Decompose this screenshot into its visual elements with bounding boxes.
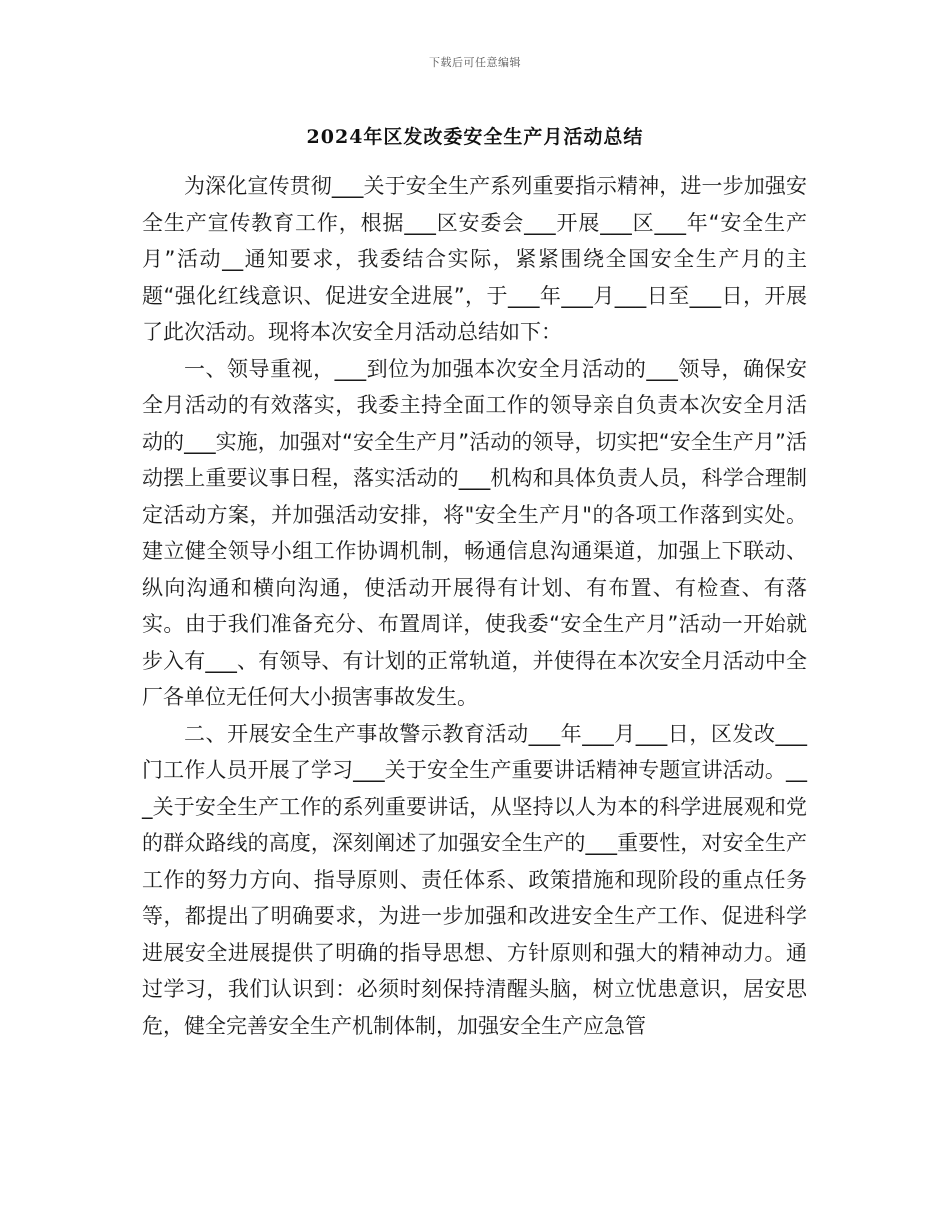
paragraph-section-2: 二、开展安全生产事故警示教育活动___年___月___日，区发改___门工作人员开展了学习___关于安全生产重要讲话精神专题宣讲活动。___关于安全生产工作的系列重要讲话，从坚持以人为本的科学进展观和党的群众路线的高度，深刻阐述了加强安全生产的___重要性，对安全生产工作的努力方向、指导原则、责任体系、政策措施和现阶段的重点任务等，都提出了明确要求，为进一步加强和改进安全生产工作、促进科学进展安全进展提供了明确的指导思想、方针原则和强大的精神动力。通过学习，我们认识到：必须时刻保持清醒头脑，树立忧患意识，居安思危，健全完善安全生产机制体制，加强安全生产应急管 (142, 721, 807, 1038)
document-body (142, 168, 807, 1044)
paragraph-section-1: 一、领导重视，___到位为加强本次安全月活动的___领导，确保安全月活动的有效落实，我委主持全面工作的领导亲自负责本次安全月活动的___实施，加强对“安全生产月”活动的领导，切实把“安全生产月”活动摆上重要议事日程，落实活动的___机构和具体负责人员，科学合理制定活动方案，并加强活动安排，将"安全生产月"的各项工作落到实处。建立健全领导小组工作协调机制，畅通信息沟通渠道，加强上下联动、纵向沟通和横向沟通，使活动开展得有计划、有布置、有检查、有落实。由于我们准备充分、布置周详，使我委“安全生产月”活动一开始就步入有___、有领导、有计划的正常轨道，并使得在本次安全月活动中全厂各单位无任何大小损害事故发生。 (142, 356, 807, 709)
header-note: 下载后可任意编辑 (429, 56, 521, 69)
document-title: 2024年区发改委安全生产月活动总结 (306, 126, 644, 148)
paragraph-intro: 为深化宣传贯彻___关于安全生产系列重要指示精神，进一步加强安全生产宣传教育工作，根据___区安委会___开展___区___年“安全生产月”活动__通知要求，我委结合实际，紧紧围绕全国安全生产月的主题“强化红线意识、促进安全进展”，于___年___月___日至___日，开展了此次活动。现将本次安全月活动总结如下： (142, 174, 807, 344)
